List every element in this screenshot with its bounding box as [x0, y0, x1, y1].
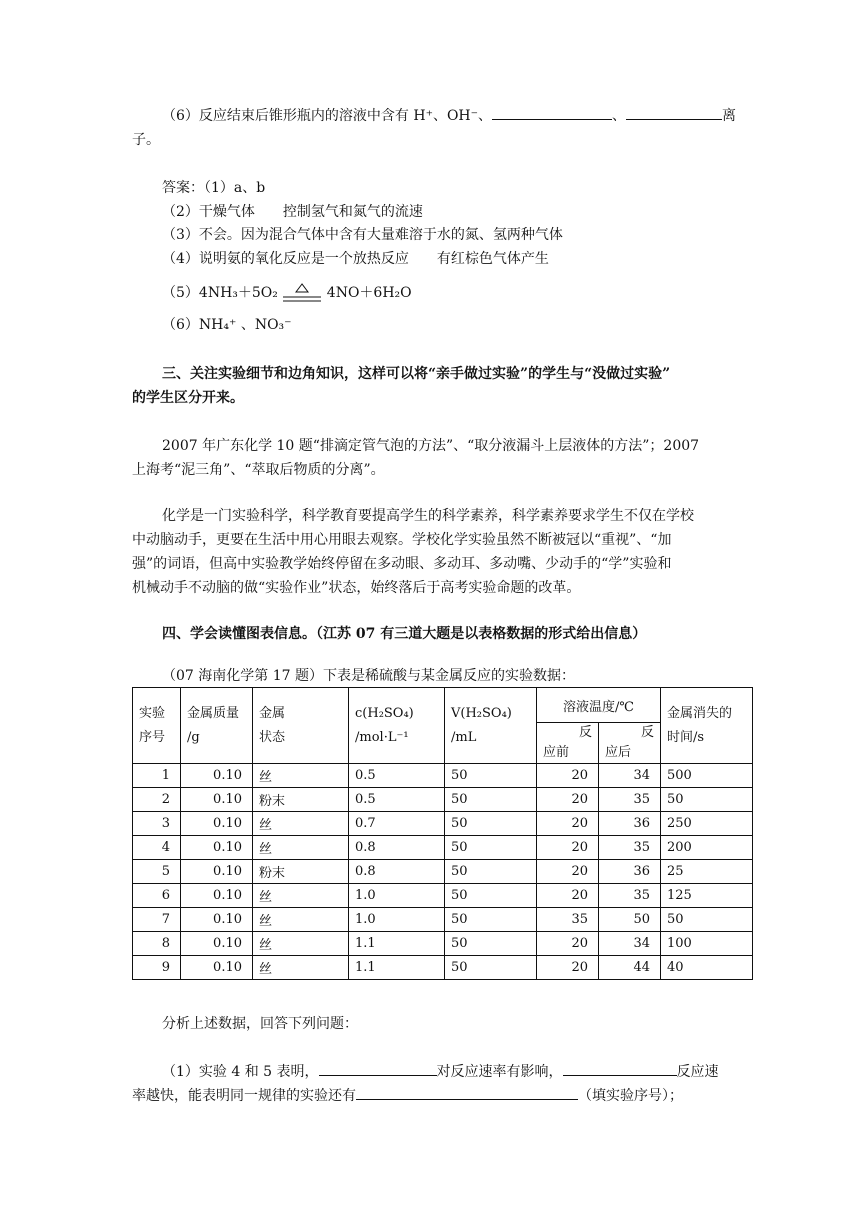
cell-temp-before: 20	[537, 788, 599, 812]
cell-time: 50	[661, 908, 753, 932]
cell-exp-no: 2	[133, 788, 181, 812]
cell-metal-state: 丝	[253, 932, 349, 956]
section-4-heading: 四、学会读懂图表信息。（江苏 07 有三道大题是以表格数据的形式给出信息）	[162, 626, 647, 642]
cell-concentration: 1.0	[349, 884, 445, 908]
cell-time: 200	[661, 836, 753, 860]
q6-line2: 子。	[132, 132, 160, 148]
answer-2: （2）干燥气体 控制氢气和氮气的流速	[162, 204, 423, 220]
analysis-prompt: 分析上述数据，回答下列问题：	[162, 1016, 358, 1032]
cell-metal-mass: 0.10	[181, 764, 253, 788]
cell-time: 500	[661, 764, 753, 788]
cell-metal-state: 丝	[253, 908, 349, 932]
question-1-cont: 率越快，能表明同一规律的实验还有 （填实验序号）；	[132, 1084, 683, 1108]
paragraph-1: 2007 年广东化学 10 题“排滴定管气泡的方法”、“取分液漏斗上层液体的方法”；2007	[162, 438, 700, 454]
paragraph-2-line4: 机械动手不动脑的做“实验作业”状态，始终落后于高考实验命题的改革。	[132, 580, 581, 596]
header-no: 实验 序号	[133, 688, 181, 764]
cell-volume: 50	[445, 884, 537, 908]
cell-temp-after: 50	[599, 908, 661, 932]
cell-concentration: 0.5	[349, 788, 445, 812]
header-volume: V(H₂SO₄) /mL	[445, 688, 537, 764]
cell-time: 40	[661, 956, 753, 980]
table-row	[133, 884, 753, 908]
section-3-heading-cont: 的学生区分开来。	[132, 390, 244, 406]
section-3-heading: 三、关注实验细节和边角知识，这样可以将“亲手做过实验”的学生与“没做过实验”	[162, 366, 671, 382]
cell-exp-no: 1	[133, 764, 181, 788]
cell-temp-after: 34	[599, 932, 661, 956]
cell-concentration: 0.5	[349, 764, 445, 788]
question-6: （6）反应结束后锥形瓶内的溶液中含有 H⁺、OH⁻、 、 离	[162, 104, 736, 128]
cell-temp-before: 20	[537, 836, 599, 860]
answer-1: 答案：（1）a、b	[162, 180, 266, 196]
cell-volume: 50	[445, 812, 537, 836]
cell-time: 50	[661, 788, 753, 812]
header-mass: 金属质量 /g	[181, 688, 253, 764]
cell-metal-mass: 0.10	[181, 884, 253, 908]
cell-temp-after: 34	[599, 764, 661, 788]
cell-temp-before: 20	[537, 860, 599, 884]
cell-exp-no: 7	[133, 908, 181, 932]
cell-time: 25	[661, 860, 753, 884]
cell-metal-state: 粉末	[253, 788, 349, 812]
cell-metal-state: 粉末	[253, 860, 349, 884]
cell-exp-no: 3	[133, 812, 181, 836]
paragraph-1-cont: 上海考“泥三角”、“萃取后物质的分离”。	[132, 462, 385, 478]
cell-temp-after: 36	[599, 860, 661, 884]
answer-5	[162, 278, 412, 308]
cell-temp-after: 35	[599, 836, 661, 860]
answer-blank[interactable]	[319, 1061, 437, 1076]
cell-metal-mass: 0.10	[181, 836, 253, 860]
cell-metal-mass: 0.10	[181, 812, 253, 836]
cell-temp-before: 20	[537, 884, 599, 908]
cell-metal-mass: 0.10	[181, 860, 253, 884]
cell-exp-no: 5	[133, 860, 181, 884]
cell-concentration: 0.7	[349, 812, 445, 836]
table-intro: （07 海南化学第 17 题）下表是稀硫酸与某金属反应的实验数据：	[162, 668, 575, 684]
answer-blank[interactable]	[563, 1061, 677, 1076]
answer-blank[interactable]	[492, 105, 612, 120]
header-temperature: 溶液温度/℃	[537, 688, 661, 723]
cell-exp-no: 9	[133, 956, 181, 980]
cell-temp-before: 35	[537, 908, 599, 932]
paragraph-2-line3: 强”的词语，但高中实验教学始终停留在多动眼、多动耳、多动嘴、少动手的“学”实验和	[132, 556, 672, 572]
cell-exp-no: 6	[133, 884, 181, 908]
header-state: 金属 状态	[253, 688, 349, 764]
heat-equals-icon	[282, 283, 322, 303]
cell-time: 125	[661, 884, 753, 908]
cell-volume: 50	[445, 956, 537, 980]
cell-metal-mass: 0.10	[181, 932, 253, 956]
table-row	[133, 836, 753, 860]
answer-blank[interactable]	[626, 105, 722, 120]
table-row	[133, 956, 753, 980]
paragraph-2-line2: 中动脑动手，更要在生活中用心用眼去观察。学校化学实验虽然不断被冠以“重视”、“加	[132, 532, 672, 548]
cell-time: 250	[661, 812, 753, 836]
answer-4: （4）说明氨的氧化反应是一个放热反应 有红棕色气体产生	[162, 251, 549, 267]
cell-metal-state: 丝	[253, 956, 349, 980]
equation-right: 4NO＋6H₂O	[326, 285, 412, 301]
cell-time: 100	[661, 932, 753, 956]
cell-temp-before: 20	[537, 812, 599, 836]
cell-volume: 50	[445, 764, 537, 788]
answer-6: （6）NH₄⁺ 、NO₃⁻	[162, 317, 292, 333]
cell-volume: 50	[445, 788, 537, 812]
cell-concentration: 1.1	[349, 932, 445, 956]
cell-temp-after: 44	[599, 956, 661, 980]
cell-temp-after: 35	[599, 788, 661, 812]
cell-volume: 50	[445, 908, 537, 932]
cell-exp-no: 4	[133, 836, 181, 860]
header-before: 反 应前	[537, 723, 599, 764]
table-row	[133, 788, 753, 812]
cell-temp-after: 36	[599, 812, 661, 836]
cell-temp-after: 35	[599, 884, 661, 908]
cell-volume: 50	[445, 860, 537, 884]
table-row	[133, 908, 753, 932]
cell-temp-before: 20	[537, 764, 599, 788]
cell-metal-mass: 0.10	[181, 788, 253, 812]
table-body	[133, 764, 753, 980]
cell-temp-before: 20	[537, 956, 599, 980]
cell-exp-no: 8	[133, 932, 181, 956]
q6-text: （6）反应结束后锥形瓶内的溶液中含有 H⁺、OH⁻、	[162, 108, 493, 124]
equation-left: （5）4NH₃＋5O₂	[162, 285, 278, 301]
cell-metal-mass: 0.10	[181, 956, 253, 980]
table-row	[133, 860, 753, 884]
cell-metal-state: 丝	[253, 812, 349, 836]
header-concentration: c(H₂SO₄) /mol·L⁻¹	[349, 688, 445, 764]
table-row	[133, 764, 753, 788]
cell-volume: 50	[445, 836, 537, 860]
table-row	[133, 812, 753, 836]
header-after: 反 应后	[599, 723, 661, 764]
table-header-row	[133, 688, 753, 723]
cell-metal-mass: 0.10	[181, 908, 253, 932]
answer-blank[interactable]	[356, 1085, 578, 1100]
data-table	[132, 687, 753, 980]
table-row	[133, 932, 753, 956]
cell-concentration: 0.8	[349, 860, 445, 884]
paragraph-2: 化学是一门实验科学，科学教育要提高学生的科学素养，科学素养要求学生不仅在学校	[162, 508, 694, 524]
cell-metal-state: 丝	[253, 836, 349, 860]
header-time: 金属消失的 时间/s	[661, 688, 753, 764]
cell-metal-state: 丝	[253, 764, 349, 788]
answer-3: （3）不会。因为混合气体中含有大量难溶于水的氮、氢两种气体	[162, 227, 563, 243]
cell-concentration: 0.8	[349, 836, 445, 860]
cell-concentration: 1.0	[349, 908, 445, 932]
cell-metal-state: 丝	[253, 884, 349, 908]
cell-concentration: 1.1	[349, 956, 445, 980]
cell-temp-before: 20	[537, 932, 599, 956]
cell-volume: 50	[445, 932, 537, 956]
question-1: （1）实验 4 和 5 表明， 对反应速率有影响， 反应速	[162, 1060, 719, 1084]
